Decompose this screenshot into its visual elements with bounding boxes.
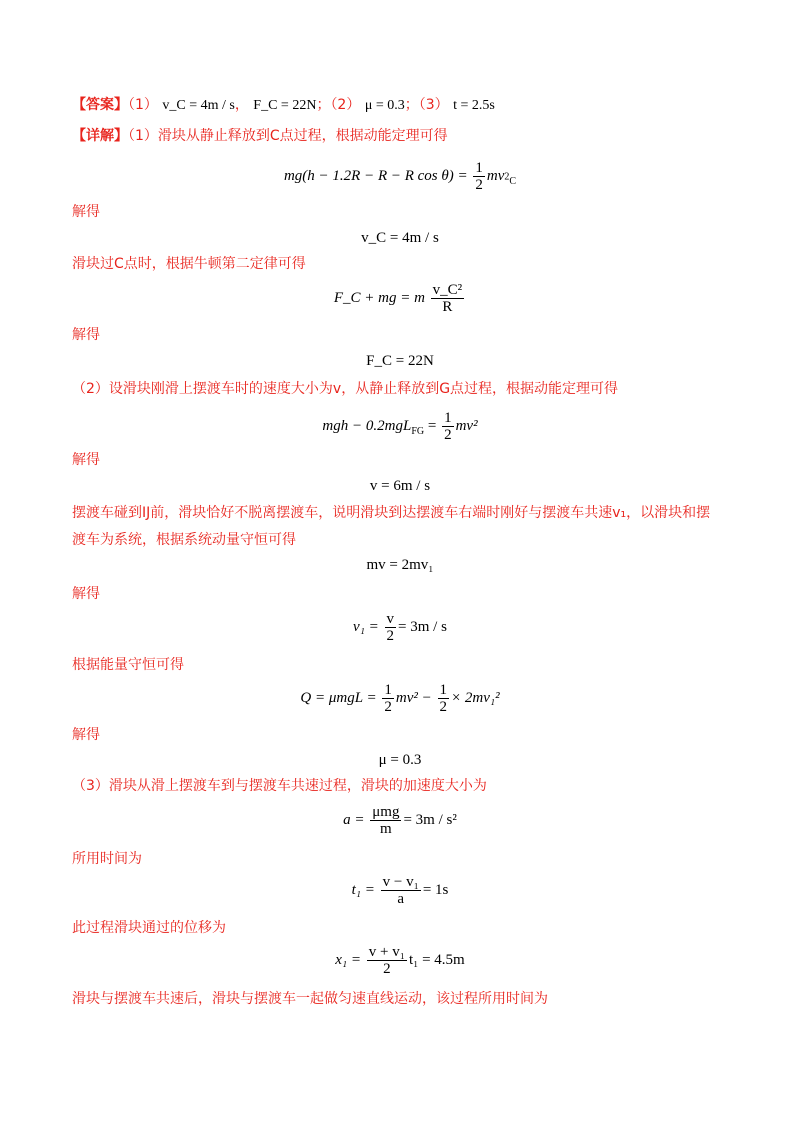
frac-num: 1	[384, 682, 392, 698]
frac-num: v − v₁	[382, 874, 419, 890]
eq12-right: = 1s	[422, 881, 449, 898]
equation-9	[0, 682, 800, 715]
step1-newton-text: 滑块过C点时，根据牛顿第二定律可得	[72, 256, 306, 272]
fraction-half	[382, 682, 394, 715]
equation-6: v = 6m / s	[369, 478, 431, 494]
equation-8	[0, 611, 800, 644]
eq8-right: = 3m / s	[398, 618, 447, 635]
eq3-left: F_C + mg = m	[333, 289, 425, 306]
solve-label-1: 解得	[72, 204, 100, 220]
equation-4: F_C = 22N	[366, 353, 434, 369]
equation-7: mv = 2mv₁	[366, 557, 434, 573]
answer-part3-label: （3）	[418, 97, 449, 113]
frac-den: 2	[384, 699, 392, 715]
answer-mu: μ = 0.3	[364, 98, 405, 113]
fraction-mumg-over-m	[370, 804, 401, 837]
fraction-half	[473, 160, 485, 193]
eq13-right: t₁ = 4.5m	[408, 951, 465, 968]
step3-text: （3）滑块从滑上摆渡车到与摆渡车共速过程，滑块的加速度大小为	[72, 778, 487, 794]
frac-den: 2	[444, 427, 452, 443]
frac-num: v	[386, 611, 395, 627]
answer-t: t = 2.5s	[453, 98, 495, 113]
eq12-left: t₁ =	[351, 881, 375, 898]
detail-tag: 【详解】	[72, 128, 128, 144]
eq5-left: mgh − 0.2mgL	[322, 417, 412, 434]
eq11-right: = 3m / s²	[403, 811, 457, 828]
solve-label-3: 解得	[72, 452, 100, 468]
frac-den: 2	[386, 628, 395, 644]
frac-den: 2	[475, 177, 483, 193]
answer-sep: ；	[316, 97, 331, 113]
fraction-sum-over-2	[367, 944, 407, 977]
equation-13	[0, 944, 800, 977]
frac-num: v + v₁	[368, 944, 405, 960]
answer-fc: F_C = 22N	[253, 98, 317, 113]
final-text: 滑块与摆渡车共速后，滑块与摆渡车一起做匀速直线运动，该过程所用时间为	[72, 991, 548, 1007]
time-text: 所用时间为	[72, 851, 142, 867]
eq9-right: × 2mv₁²	[451, 689, 500, 706]
eq9-mid: mv² −	[395, 689, 432, 706]
solve-label-5: 解得	[72, 727, 100, 743]
equation-12	[0, 874, 800, 907]
fraction-v-over-2	[385, 611, 397, 644]
fraction-vc2-over-r	[431, 282, 465, 315]
answer-line	[72, 95, 495, 116]
step1-text: （1）滑块从静止释放到C点过程，根据动能定理可得	[128, 128, 448, 144]
equation-1: mg(h − 1.2R − R − R cos θ) = $\frac{1}{2}$ $mv_{^2C}$	[283, 160, 517, 193]
answer-sep: ；	[404, 97, 419, 113]
detail-intro	[72, 126, 448, 146]
eq1-left: mg(h − 1.2R − R − R cos θ) =	[283, 167, 468, 184]
step2-para-line2: 渡车为系统，根据系统动量守恒可得	[72, 532, 296, 548]
frac-num: 1	[444, 410, 452, 426]
answer-tag: 【答案】	[72, 97, 128, 113]
answer-sep: ，	[234, 97, 249, 113]
fraction-half	[438, 682, 450, 715]
equation-10: μ = 0.3	[378, 752, 422, 768]
frac-num: 1	[439, 682, 448, 698]
frac-den: m	[380, 821, 392, 837]
energy-text: 根据能量守恒可得	[72, 657, 184, 673]
eq5-subscript: FG	[411, 425, 425, 437]
displacement-text: 此过程滑块通过的位移为	[72, 920, 226, 936]
frac-den: 2	[439, 699, 448, 715]
equation-11	[0, 804, 800, 837]
eq9-left: Q = μmgL =	[300, 689, 377, 706]
solve-label-4: 解得	[72, 586, 100, 602]
eq1-right: mv	[486, 167, 505, 184]
eq8-left: v₁ =	[353, 618, 379, 635]
equation-2: v_C = 4m / s	[361, 230, 439, 246]
frac-den: a	[397, 891, 405, 907]
answer-part2-label: （2）	[330, 97, 361, 113]
step2-text: （2）设滑块刚滑上摆渡车时的速度大小为v，从静止释放到G点过程，根据动能定理可得	[72, 381, 619, 397]
answer-part1-label: （1）	[128, 97, 158, 113]
eq11-left: a =	[343, 811, 365, 828]
frac-num: μmg	[372, 804, 400, 820]
frac-num: 1	[475, 160, 483, 176]
step2-para-line1: 摆渡车碰到IJ前，滑块恰好不脱离摆渡车，说明滑块到达摆渡车右端时刚好与摆渡车共速v₁，以滑块和摆	[72, 505, 711, 521]
answer-vc: v_C = 4m / s	[162, 98, 235, 113]
frac-den: 2	[383, 961, 391, 977]
eq5-right: mv²	[455, 417, 478, 434]
equation-5	[0, 410, 800, 443]
eq13-left: x₁ =	[335, 951, 361, 968]
equation-3	[0, 282, 800, 315]
frac-num: v_C²	[432, 282, 463, 298]
eq5-equals: =	[424, 417, 437, 434]
solve-label-2: 解得	[72, 327, 100, 343]
fraction-dv-over-a	[381, 874, 421, 907]
fraction-half	[442, 410, 454, 443]
frac-den: R	[442, 299, 453, 315]
